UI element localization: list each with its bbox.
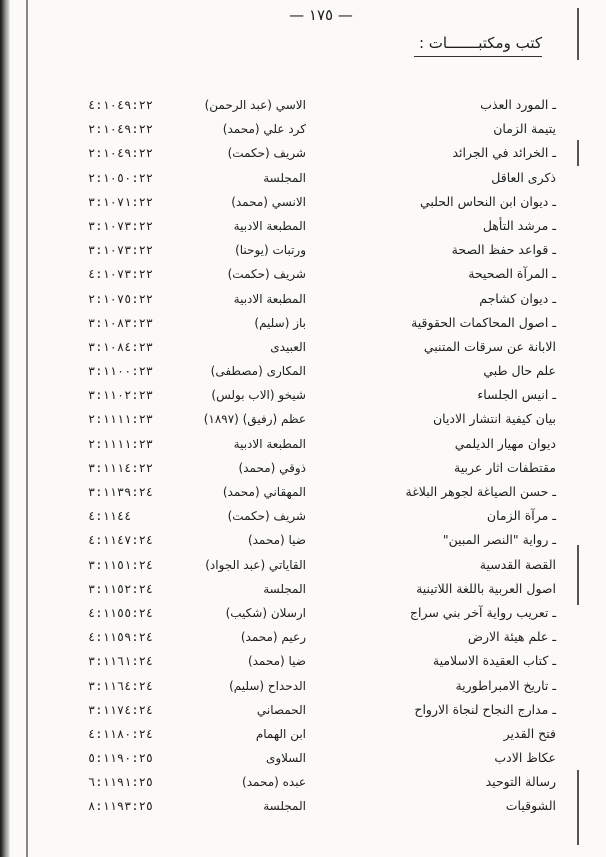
entry-author: السلاوى — [265, 751, 306, 766]
entry-title: ـ انيس الجلساء — [477, 387, 556, 403]
list-item — [0, 193, 606, 217]
list-item — [0, 677, 606, 701]
entry-title: رسالة التوحيد — [485, 774, 556, 790]
entry-code: ٣:١٠٨٤:٢٣ — [88, 339, 154, 354]
list-item — [0, 435, 606, 459]
entry-author: شيخو (الاب بولس) — [211, 388, 306, 403]
entry-code: ٣:١١٥١:٢٤ — [88, 557, 154, 572]
entry-code: ٣:١١٦٤:٢٤ — [88, 678, 154, 693]
entry-title: ـ مدارج النجاح لنجاة الارواح — [414, 701, 556, 717]
entry-code: ٣:١١٦١:٢٤ — [88, 654, 154, 669]
list-item — [0, 96, 606, 120]
list-item — [0, 314, 606, 338]
entry-code: ٢:١٠٤٩:٢٢ — [88, 146, 154, 161]
entry-code: ٤:١١٥٩:٢٤ — [88, 630, 154, 645]
entry-code: ٢:١٠٤٩:٢٢ — [88, 122, 154, 137]
entry-author: المطبعة الادبية — [233, 291, 306, 306]
right-margin-mark-1 — [577, 8, 579, 60]
entry-title: ـ المورد العذب — [480, 97, 556, 112]
entry-author: ضيا (محمد) — [247, 654, 306, 669]
entry-code: ٣:١٠٧٣:٢٢ — [88, 243, 154, 258]
list-item — [0, 144, 606, 168]
entry-code: ٣:١١٧٤:٢٤ — [88, 702, 154, 717]
entry-title: ـ تعريب رواية آخر بني سراج — [409, 604, 556, 620]
entry-code: ٣:١١٥٢:٢٤ — [88, 581, 154, 596]
entry-title: ـ تاريخ الامبراطورية — [455, 677, 556, 693]
entry-author: المكارى (مصطفى) — [210, 364, 306, 379]
entry-author: الانسي (محمد) — [231, 194, 306, 209]
entry-title: القصة القدسية — [479, 556, 556, 572]
list-item — [0, 652, 606, 676]
entry-code: ٣:١١١٤:٢٢ — [88, 460, 154, 475]
entry-author: العبيدى — [270, 339, 306, 354]
list-item — [0, 628, 606, 652]
entry-author: المجلسة — [263, 170, 306, 185]
entry-code: ٢:١١١١:٢٣ — [88, 412, 154, 427]
entry-title: ـ حسن الصياغة لجوهر البلاغة — [405, 484, 556, 499]
list-item — [0, 169, 606, 193]
entry-title: ـ علم هيئة الارض — [467, 629, 556, 645]
entry-author: الاسي (عبد الرحمن) — [204, 98, 306, 112]
entries-list — [0, 96, 606, 822]
list-item — [0, 483, 606, 507]
entry-title: ـ ديوان كشاجم — [479, 290, 556, 306]
entry-title: ـ كتاب العقيدة الاسلامية — [432, 653, 556, 669]
entry-title: الشوقيات — [505, 798, 556, 814]
list-item — [0, 241, 606, 265]
list-item — [0, 531, 606, 555]
entry-author: القاياتي (عبد الجواد) — [205, 557, 306, 572]
entry-author: عظم (رفيق) (١٨٩٧) — [203, 412, 306, 427]
entry-author: رعيم (محمد) — [240, 630, 306, 645]
entry-author: الحمصاني — [256, 702, 306, 717]
entry-code: ٤:١١٨٠:٢٤ — [88, 726, 154, 741]
entry-title: ـ رواية "النصر المبين" — [442, 532, 556, 548]
entry-title: ـ المرآة الصحيحة — [468, 266, 556, 282]
entry-author: شريف (حكمت) — [227, 146, 306, 161]
entry-code: ٣:١٠٧١:٢٢ — [88, 194, 154, 209]
entry-author: المهقاني (محمد) — [222, 485, 306, 499]
heading-underline — [414, 56, 542, 57]
list-item — [0, 725, 606, 749]
entry-title: اصول العربية باللغة اللاتينية — [416, 580, 556, 596]
entry-code: ٣:١٠٨٣:٢٣ — [88, 315, 154, 330]
entry-code: ٣:١١٠٠:٢٣ — [88, 364, 154, 379]
list-item — [0, 604, 606, 628]
entry-author: الدحداح (سليم) — [229, 678, 306, 693]
entry-author: ارسلان (شكيب) — [225, 605, 306, 620]
entry-code: ٣:١٠٧٣:٢٢ — [88, 218, 154, 233]
entry-code: ٨:١١٩٣:٢٥ — [88, 799, 154, 814]
entry-code: ٢:١١١١:٢٣ — [88, 436, 154, 451]
list-item — [0, 507, 606, 531]
list-item — [0, 362, 606, 386]
entry-title: ـ مرشد التأهل — [482, 217, 556, 233]
entry-title: يتيمة الزمان — [493, 121, 556, 137]
entry-author: عبده (محمد) — [242, 775, 306, 790]
page-number: — ١٧٥ — — [289, 6, 353, 24]
entry-code: ٢:١٠٧٥:٢٢ — [88, 291, 154, 306]
entry-title: الابانة عن سرقات المتنبي — [423, 338, 556, 354]
entry-title: بيان كيفية انتشار الاديان — [432, 411, 556, 427]
entry-title: ذكرى العاقل — [491, 169, 556, 185]
entry-author: المجلسة — [263, 799, 306, 814]
entry-title: عكاظ الادب — [494, 750, 556, 766]
entry-author: ذوقي (محمد) — [238, 460, 306, 475]
entry-title: علم حال طبي — [483, 363, 556, 379]
entry-title: فتح القدير — [503, 725, 556, 741]
entry-title: ـ مرآة الزمان — [486, 508, 556, 524]
list-item — [0, 701, 606, 725]
entry-code: ٤:١١٤٤ — [88, 509, 132, 524]
entry-author: المطبعة الادبية — [233, 436, 306, 451]
entry-code: ٢:١٠٥٠:٢٢ — [88, 170, 154, 185]
entry-author: شريف (حكمت) — [227, 267, 306, 282]
entry-author: المجلسة — [263, 581, 306, 596]
entry-title: مقتطفات اثار عربية — [454, 459, 556, 475]
list-item — [0, 556, 606, 580]
list-item — [0, 749, 606, 773]
entry-code: ٤:١١٤٧:٢٤ — [88, 533, 154, 548]
entry-code: ٤:١٠٧٣:٢٢ — [88, 267, 154, 282]
entry-code: ٥:١١٩٠:٢٥ — [88, 751, 154, 766]
entry-author: ضيا (محمد) — [247, 533, 306, 548]
entry-author: باز (سليم) — [254, 315, 306, 330]
entry-title: ـ الخرائد في الجرائد — [452, 145, 556, 161]
list-item — [0, 386, 606, 410]
list-item — [0, 338, 606, 362]
entry-author: المطبعة الادبية — [233, 218, 306, 233]
list-item — [0, 217, 606, 241]
entry-title: ـ ديوان ابن النحاس الحلبي — [419, 193, 556, 209]
list-item — [0, 265, 606, 289]
entry-title: ديوان مهيار الديلمي — [454, 435, 556, 451]
entry-author: شريف (حكمت) — [227, 509, 306, 524]
entry-code: ٣:١١٣٩:٢٤ — [88, 485, 154, 499]
entry-author: ابن الهمام — [255, 726, 306, 741]
entry-code: ٦:١١٩١:٢٥ — [88, 775, 154, 790]
list-item — [0, 797, 606, 821]
entry-title: ـ اصول المحاكمات الحقوقية — [411, 314, 556, 330]
entry-author: ورتبات (يوحنا) — [235, 243, 306, 258]
entry-code: ٤:١١٥٥:٢٤ — [88, 605, 154, 620]
list-item — [0, 773, 606, 797]
section-heading: كتب ومكتبـــــــات : — [418, 34, 542, 52]
entry-code: ٤:١٠٤٩:٢٢ — [88, 98, 154, 112]
list-item — [0, 580, 606, 604]
entry-author: كرد علي (محمد) — [222, 122, 306, 137]
list-item — [0, 459, 606, 483]
list-item — [0, 290, 606, 314]
entry-title: ـ قواعد حفظ الصحة — [451, 242, 556, 258]
list-item — [0, 410, 606, 434]
entry-code: ٣:١١٠٢:٢٣ — [88, 388, 154, 403]
list-item — [0, 120, 606, 144]
